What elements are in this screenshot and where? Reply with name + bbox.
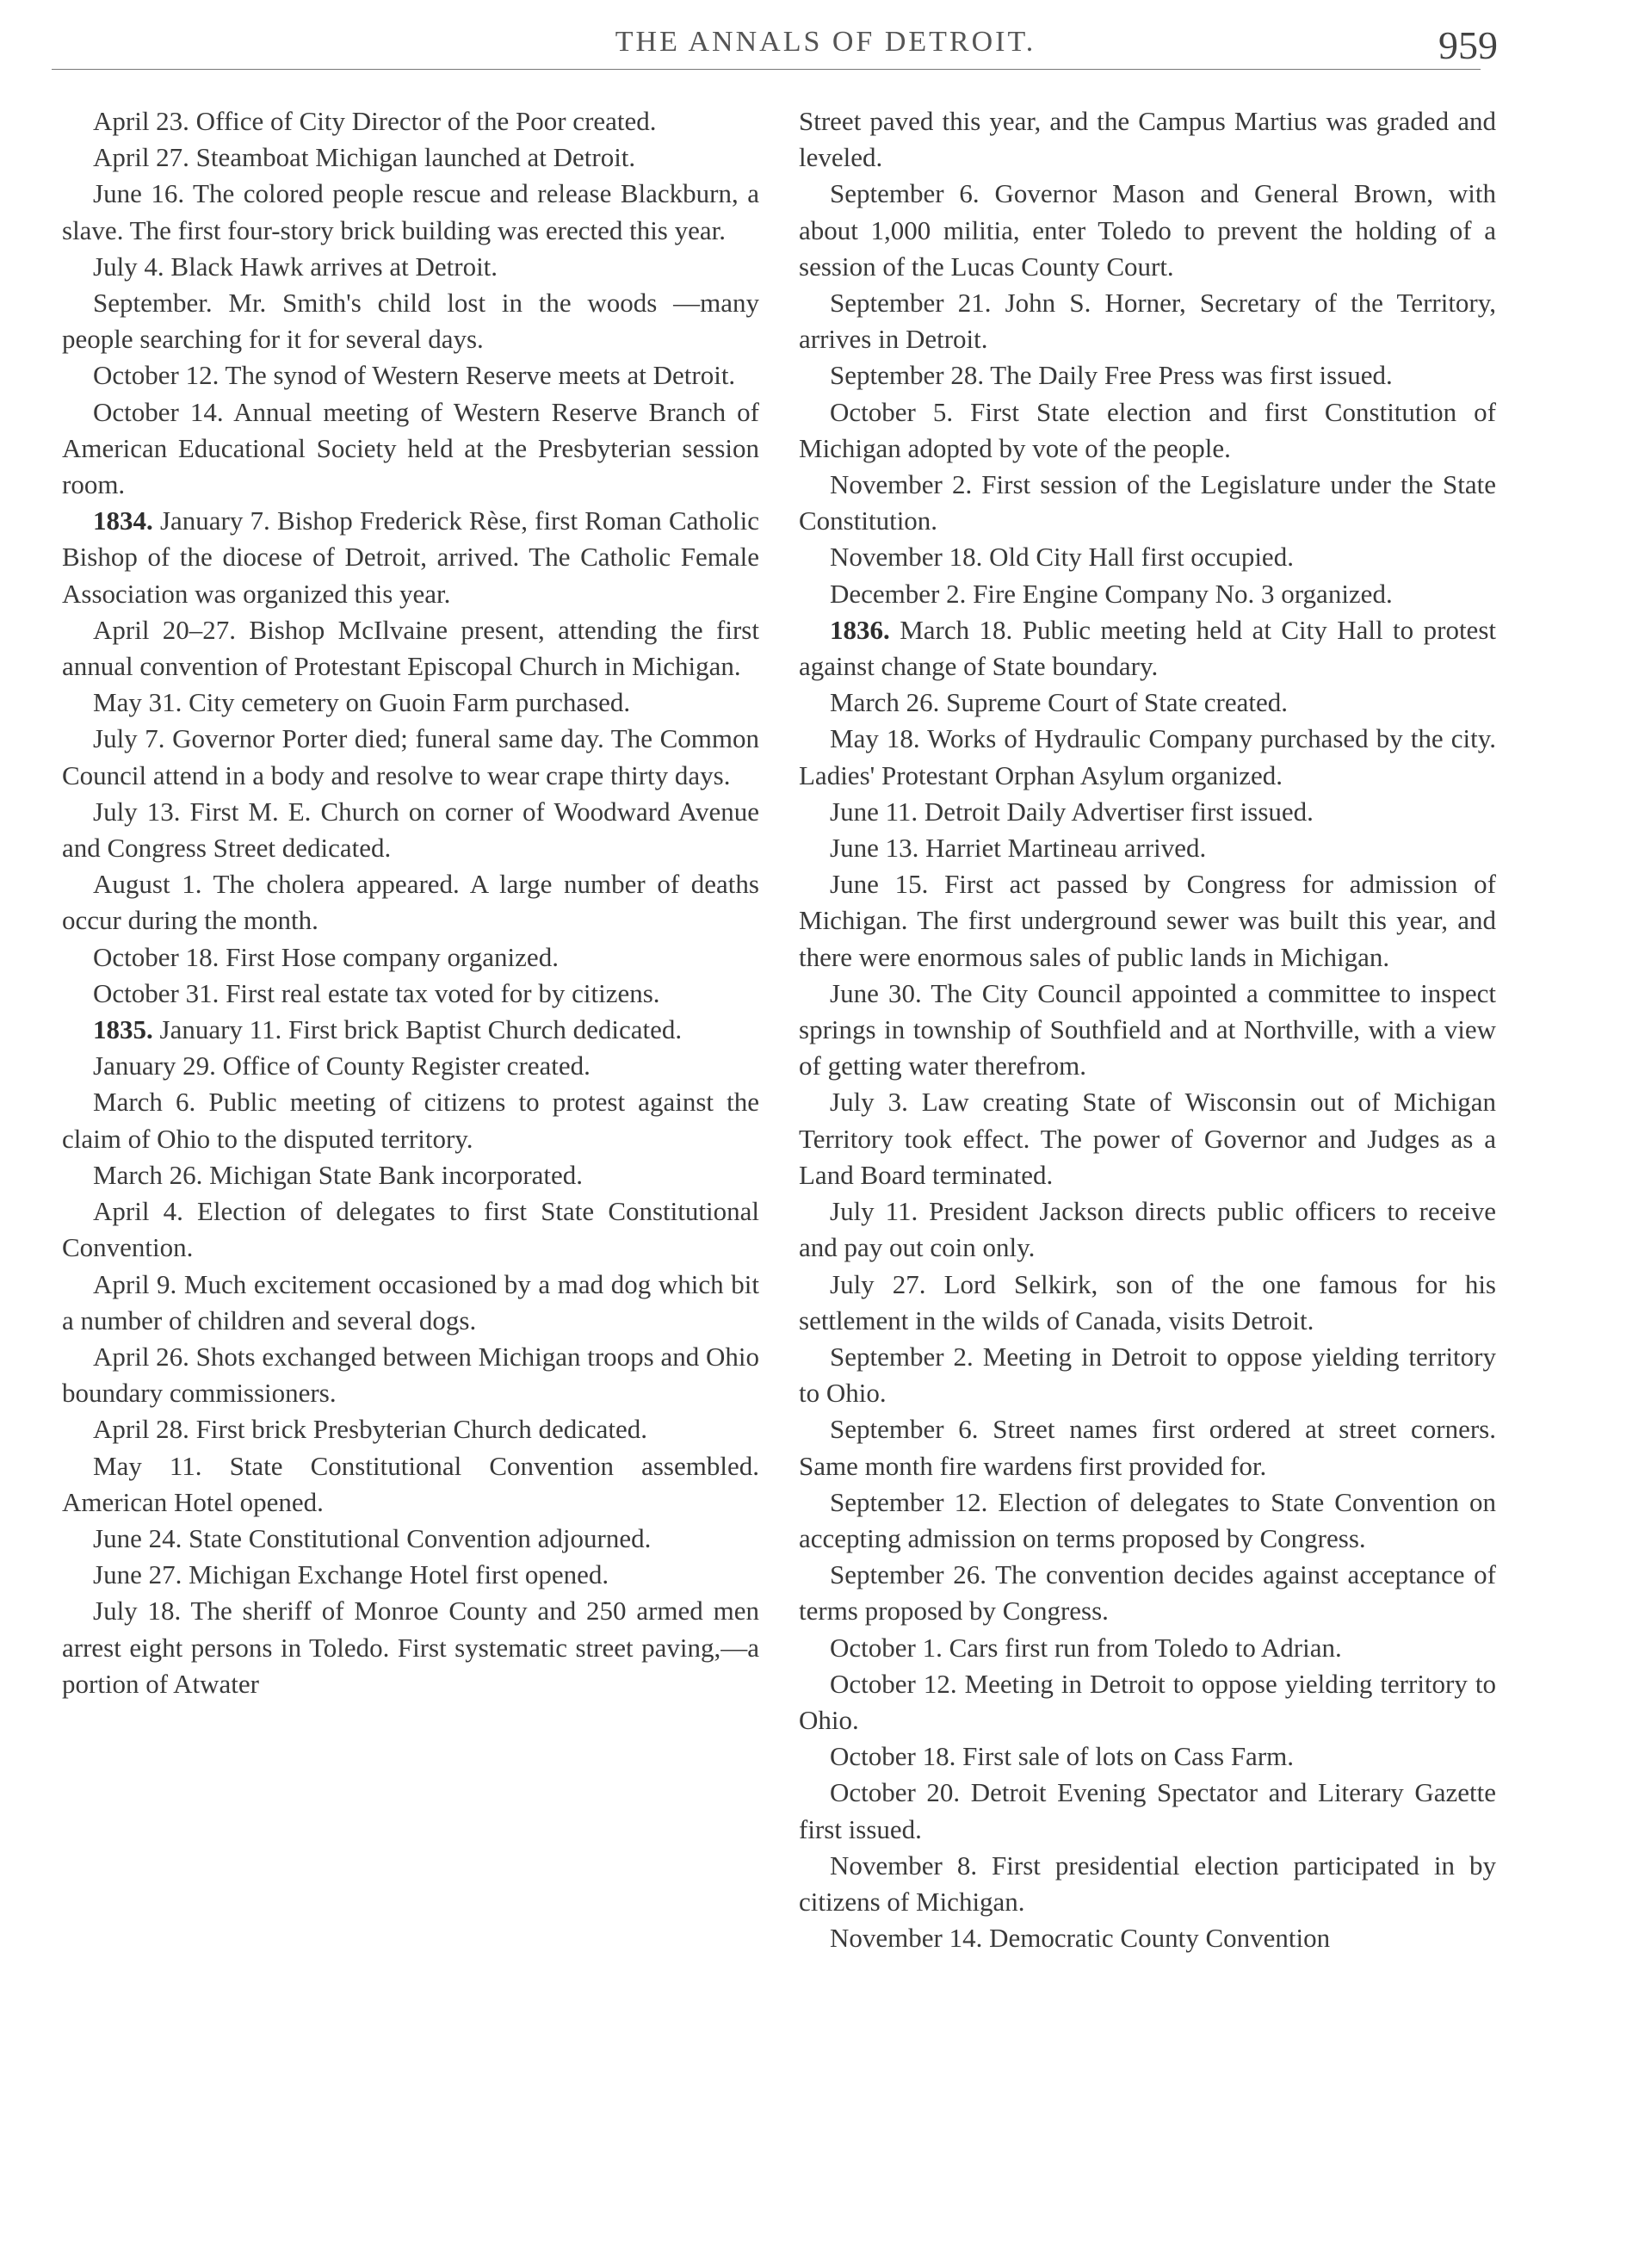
chronology-entry: [799, 1484, 1496, 1557]
entry-text: May 31. City cemetery on Guoin Farm purchased.: [93, 687, 631, 718]
year-heading: 1835.: [93, 1014, 153, 1045]
running-title: THE ANNALS OF DETROIT.: [615, 26, 1036, 58]
entry-text: March 18. Public meeting held at City Hall to protest against change of State boundary.: [799, 614, 1496, 682]
entry-text: July 13. First M. E. Church on corner of Woodward Avenue and Congress Street dedicated.: [62, 796, 759, 864]
entry-text: October 14. Annual meeting of Western Reserve Branch of American Educational Society held at the Presbyterian session room.: [62, 396, 759, 500]
entry-text: Street paved this year, and the Campus Martius was graded and leveled.: [799, 106, 1496, 173]
entry-text: April 9. Much excitement occasioned by a mad dog which bit a number of children and several dogs.: [62, 1268, 759, 1335]
entry-text: July 27. Lord Selkirk, son of the one famous for his settlement in the wilds of Canada, visits Detroit.: [799, 1268, 1496, 1335]
year-heading: 1836.: [830, 614, 890, 645]
entry-text: June 24. State Constitutional Convention adjourned.: [93, 1522, 652, 1553]
entry-text: March 26. Supreme Court of State created.: [830, 687, 1288, 718]
entry-text: October 1. Cars first run from Toledo to Adrian.: [830, 1632, 1342, 1663]
running-header: [0, 23, 1651, 77]
entry-text: March 6. Public meeting of citizens to protest against the claim of Ohio to the disputed territory.: [62, 1087, 759, 1154]
entry-text: October 31. First real estate tax voted for by citizens.: [93, 977, 660, 1008]
chronology-entry: [799, 1557, 1496, 1629]
entry-text: June 27. Michigan Exchange Hotel first opened.: [93, 1559, 609, 1590]
chronology-entry: [62, 357, 759, 393]
entry-text: June 16. The colored people rescue and release Blackburn, a slave. The first four-story brick building was erected this year.: [62, 178, 759, 245]
chronology-entry: [62, 1593, 759, 1702]
chronology-entry: [62, 1339, 759, 1411]
chronology-entry: [62, 1048, 759, 1084]
chronology-entry: [799, 1339, 1496, 1411]
entry-text: July 7. Governor Porter died; funeral same day. The Common Council attend in a body and resolve to wear crape thirty days.: [62, 723, 759, 790]
entry-text: June 15. First act passed by Congress for admission of Michigan. The first underground sewer was built this year, and there were enormous sales of public lands in Michigan.: [799, 869, 1496, 972]
entry-text: October 18. First sale of lots on Cass Farm.: [830, 1741, 1295, 1772]
page-number: 959: [1438, 23, 1498, 67]
chronology-entry: [799, 285, 1496, 357]
left-column: [62, 103, 759, 1702]
chronology-entry: [799, 467, 1496, 539]
chronology-entry: [62, 103, 759, 139]
chronology-entry: [799, 721, 1496, 793]
chronology-entry: [799, 394, 1496, 467]
chronology-entry: [799, 830, 1496, 866]
chronology-entry: [62, 939, 759, 976]
chronology-entry: [62, 503, 759, 612]
chronology-entry: [799, 866, 1496, 976]
entry-text: July 3. Law creating State of Wisconsin out of Michigan Territory took effect. The power of Governor and Judges as a Land Board terminated.: [799, 1087, 1496, 1190]
chronology-entry: [62, 1012, 759, 1048]
chronology-entry: [62, 976, 759, 1012]
chronology-entry: [799, 1920, 1496, 1956]
chronology-entry: [799, 1193, 1496, 1266]
chronology-entry: [799, 1738, 1496, 1775]
chronology-entry: [62, 285, 759, 357]
chronology-entry: [62, 1267, 759, 1339]
chronology-entry: [62, 1557, 759, 1593]
entry-text: July 11. President Jackson directs public officers to receive and pay out coin only.: [799, 1196, 1496, 1263]
entry-text: November 18. Old City Hall first occupied.: [830, 542, 1294, 573]
chronology-entry: [62, 1084, 759, 1156]
entry-text: April 23. Office of City Director of the Poor created.: [93, 106, 657, 136]
chronology-entry: [62, 1448, 759, 1521]
right-column: [799, 103, 1496, 1956]
entry-text: January 29. Office of County Register created.: [93, 1050, 591, 1081]
chronology-entry: [62, 1157, 759, 1193]
entry-text: October 5. First State election and first Constitution of Michigan adopted by vote of the people.: [799, 396, 1496, 463]
chronology-entry: [799, 1848, 1496, 1920]
chronology-entry: [62, 139, 759, 176]
header-rule: [52, 69, 1481, 70]
entry-text: September 6. Street names first ordered at street corners. Same month fire wardens first provided for.: [799, 1414, 1496, 1481]
chronology-entry: [799, 976, 1496, 1085]
chronology-entry: [62, 1411, 759, 1447]
entry-text: June 30. The City Council appointed a committee to inspect springs in township of Southfield and at Northville, with a view of getting water therefrom.: [799, 977, 1496, 1081]
entry-text: September 28. The Daily Free Press was first issued.: [830, 360, 1393, 391]
chronology-entry: [799, 685, 1496, 721]
year-heading: 1834.: [93, 505, 153, 536]
entry-text: November 14. Democratic County Convention: [830, 1923, 1331, 1954]
entry-text: July 18. The sheriff of Monroe County and 250 armed men arrest eight persons in Toledo. First systematic street paving,—a portion of Atwater: [62, 1596, 759, 1699]
chronology-entry: [799, 1630, 1496, 1666]
entry-text: September. Mr. Smith's child lost in the woods —many people searching for it for several days.: [62, 288, 759, 355]
entry-text: May 18. Works of Hydraulic Company purchased by the city. Ladies' Protestant Orphan Asylum organized.: [799, 723, 1496, 790]
entry-text: September 26. The convention decides against acceptance of terms proposed by Congress.: [799, 1559, 1496, 1627]
chronology-entry: [799, 1666, 1496, 1738]
entry-text: December 2. Fire Engine Company No. 3 organized.: [830, 578, 1393, 609]
entry-text: October 12. The synod of Western Reserve meets at Detroit.: [93, 360, 736, 391]
entry-text: January 11. First brick Baptist Church dedicated.: [159, 1014, 683, 1045]
chronology-entry: [799, 576, 1496, 612]
chronology-entry: [799, 357, 1496, 393]
entry-text: October 18. First Hose company organized.: [93, 941, 559, 972]
entry-text: September 6. Governor Mason and General Brown, with about 1,000 militia, enter Toledo to prevent the holding of a session of the Lucas County Court.: [799, 178, 1496, 282]
chronology-entry: [799, 794, 1496, 830]
chronology-entry: [62, 866, 759, 939]
entry-text: September 12. Election of delegates to State Convention on accepting admission on terms proposed by Congress.: [799, 1486, 1496, 1553]
chronology-entry: [62, 1521, 759, 1557]
chronology-entry: [62, 612, 759, 685]
entry-text: November 8. First presidential election participated in by citizens of Michigan.: [799, 1850, 1496, 1917]
chronology-entry: [62, 685, 759, 721]
chronology-entry: [799, 1267, 1496, 1339]
chronology-entry: [62, 721, 759, 793]
chronology-entry: [799, 176, 1496, 285]
entry-text: April 27. Steamboat Michigan launched at Detroit.: [93, 142, 636, 173]
chronology-entry: [62, 794, 759, 866]
entry-text: June 13. Harriet Martineau arrived.: [830, 833, 1207, 864]
entry-text: October 20. Detroit Evening Spectator and Literary Gazette first issued.: [799, 1777, 1496, 1844]
entry-text: August 1. The cholera appeared. A large number of deaths occur during the month.: [62, 869, 759, 936]
entry-text: April 28. First brick Presbyterian Church dedicated.: [93, 1414, 647, 1445]
entry-text: September 2. Meeting in Detroit to oppose yielding territory to Ohio.: [799, 1341, 1496, 1409]
entry-text: November 2. First session of the Legislature under the State Constitution.: [799, 469, 1496, 536]
chronology-entry: [799, 1775, 1496, 1847]
chronology-entry: [799, 1411, 1496, 1484]
chronology-entry: [62, 394, 759, 504]
chronology-entry: [799, 1084, 1496, 1193]
entry-text: April 26. Shots exchanged between Michigan troops and Ohio boundary commissioners.: [62, 1341, 759, 1409]
entry-text: January 7. Bishop Frederick Rèse, first Roman Catholic Bishop of the diocese of Detroit, arrived. The Catholic Female Association was organized this year.: [62, 505, 759, 609]
chronology-entry: [799, 612, 1496, 685]
entry-text: May 11. State Constitutional Convention assembled. American Hotel opened.: [62, 1450, 759, 1517]
entry-text: March 26. Michigan State Bank incorporated.: [93, 1159, 584, 1190]
chronology-entry: [62, 1193, 759, 1266]
entry-text: July 4. Black Hawk arrives at Detroit.: [93, 251, 498, 282]
entry-text: October 12. Meeting in Detroit to oppose yielding territory to Ohio.: [799, 1668, 1496, 1735]
chronology-entry: [799, 103, 1496, 176]
chronology-entry: [62, 176, 759, 248]
entry-text: April 4. Election of delegates to first State Constitutional Convention.: [62, 1196, 759, 1263]
entry-text: September 21. John S. Horner, Secretary of the Territory, arrives in Detroit.: [799, 288, 1496, 355]
entry-text: June 11. Detroit Daily Advertiser first issued.: [830, 796, 1314, 827]
entry-text: April 20–27. Bishop McIlvaine present, attending the first annual convention of Protestant Episcopal Church in Michigan.: [62, 614, 759, 682]
chronology-entry: [62, 249, 759, 285]
chronology-entry: [799, 539, 1496, 575]
